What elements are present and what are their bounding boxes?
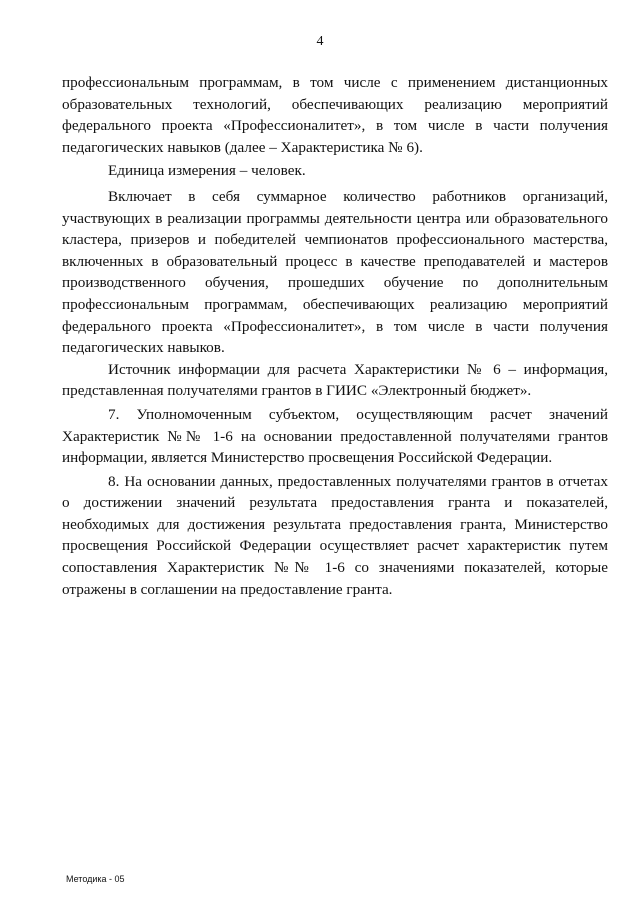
paragraph-characteristic-6-continuation: профессиональным программам, в том числе с применением дистанционных образовательных технологий, обеспечивающих реализацию мероприятий федерального проекта «Профессионалитет», в том числе в части получения педагогических навыков (далее – Характеристика № 6). bbox=[62, 74, 608, 156]
paragraph-item-7: 7. Уполномоченным субъектом, осуществляющим расчет значений Характеристик №№ 1-6 на основании предоставленной получателями грантов информации, является Министерство просвещения Российской Федерации. bbox=[62, 405, 608, 467]
paragraph-item-8: 8. На основании данных, предоставленных получателями грантов в отчетах о достижении значений результата предоставления гранта и показателей, необходимых для достижения результата предоставления гранта, Министерство просвещения Российской Федерации осуществляет расчет характеристик путем сопоставления Характеристик №№ 1-6 со значениями показателей, которые отражены в соглашении на предоставление гранта. bbox=[62, 472, 608, 598]
document-body bbox=[62, 72, 608, 600]
paragraph-information-source: Источник информации для расчета Характеристики № 6 – информация, представленная получателями грантов в ГИИС «Электронный бюджет». bbox=[62, 360, 608, 400]
paragraph-includes: Включает в себя суммарное количество работников организаций, участвующих в реализации программы деятельности центра или образовательного кластера, призеров и победителей чемпионатов профессионального мастерства, включенных в образовательный процесс в качестве преподавателей и мастеров производственного обучения, прошедших обучение по дополнительным профессиональным программам, обеспечивающих реализацию мероприятий федерального проекта «Профессионалитет», в том числе в части получения педагогических навыков. bbox=[62, 187, 608, 357]
footer-document-code: Методика - 05 bbox=[66, 874, 125, 884]
paragraph-unit-of-measure: Единица измерения – человек. bbox=[108, 162, 306, 180]
page-number: 4 bbox=[316, 34, 324, 49]
